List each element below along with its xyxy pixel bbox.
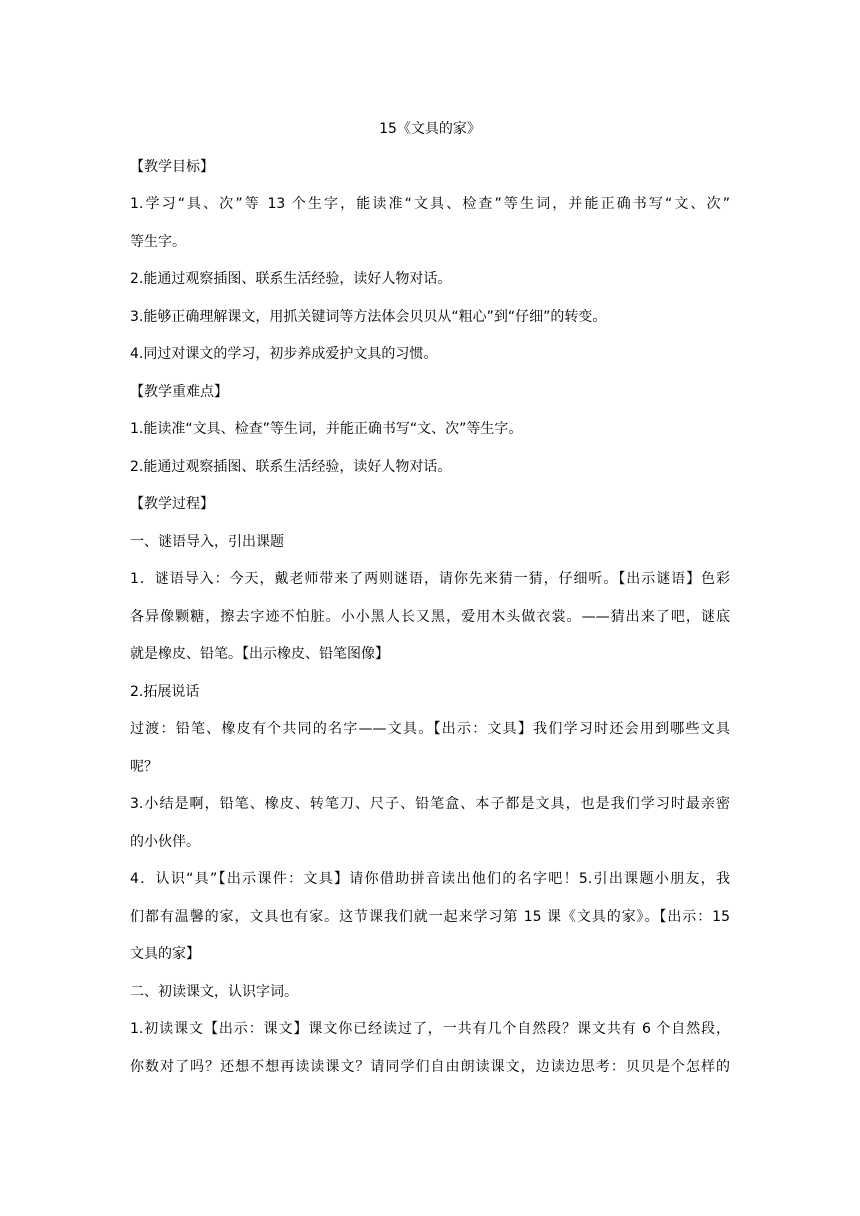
- paragraph-line: 文具的家】: [130, 946, 200, 962]
- subsection-heading: 二、初读课文，认识字词。: [130, 984, 298, 1000]
- paragraph-line: 过渡：铅笔、橡皮有个共同的名字——文具。【出示：文具】我们学习时还会用到哪些文具: [130, 721, 730, 737]
- document-title: 15《文具的家》: [379, 121, 481, 137]
- paragraph-line: 你数对了吗？还想不想再读读课文？请同学们自由朗读课文，边读边思考：贝贝是个怎样的: [130, 1059, 730, 1075]
- section-heading-process: 【教学过程】: [130, 496, 214, 512]
- paragraph-line: 2.拓展说话: [130, 684, 200, 700]
- paragraph-line: 3.小结是啊，铅笔、橡皮、转笔刀、尺子、铅笔盒、本子都是文具，也是我们学习时最亲密: [130, 796, 730, 812]
- paragraph-line: 就是橡皮、铅笔。【出示橡皮、铅笔图像】: [130, 646, 389, 662]
- paragraph-line: 1.学习“具、次”等 13 个生字，能读准“文具、检查”等生词，并能正确书写“文、次”: [130, 196, 730, 212]
- paragraph-line: 呢？: [130, 759, 158, 775]
- paragraph-line: 的小伙伴。: [130, 834, 200, 850]
- section-heading-key-points: 【教学重难点】: [130, 384, 228, 400]
- paragraph-line: 4.同过对课文的学习，初步养成爱护文具的习惯。: [130, 346, 438, 362]
- paragraph-line: 各异像颗糖，擦去字迹不怕脏。小小黑人长又黑，爱用木头做衣裳。——猜出来了吧，谜底: [130, 609, 730, 625]
- paragraph-line: 1．谜语导入：今天，戴老师带来了两则谜语，请你先来猜一猜，仔细听。【出示谜语】色彩: [130, 571, 730, 587]
- paragraph-line: 等生字。: [130, 234, 186, 250]
- section-heading-goals: 【教学目标】: [130, 159, 214, 175]
- paragraph-line: 1.能读准“文具、检查”等生词，并能正确书写“文、次”等生字。: [130, 421, 523, 437]
- paragraph-line: 4．认识“具”【出示课件：文具】请你借助拼音读出他们的名字吧！5.引出课题小朋友，我: [130, 871, 730, 887]
- paragraph-line: 2.能通过观察插图、联系生活经验，读好人物对话。: [130, 271, 452, 287]
- subsection-heading: 一、谜语导入，引出课题: [130, 534, 284, 550]
- paragraph-line: 2.能通过观察插图、联系生活经验，读好人物对话。: [130, 459, 452, 475]
- paragraph-line: 3.能够正确理解课文，用抓关键词等方法体会贝贝从“粗心”到“仔细”的转变。: [130, 309, 607, 325]
- paragraph-line: 1.初读课文【出示：课文】课文你已经读过了，一共有几个自然段？课文共有 6 个自然段，: [130, 1021, 730, 1037]
- paragraph-line: 们都有温馨的家，文具也有家。这节课我们就一起来学习第 15 课《文具的家》。【出示：15: [130, 909, 730, 925]
